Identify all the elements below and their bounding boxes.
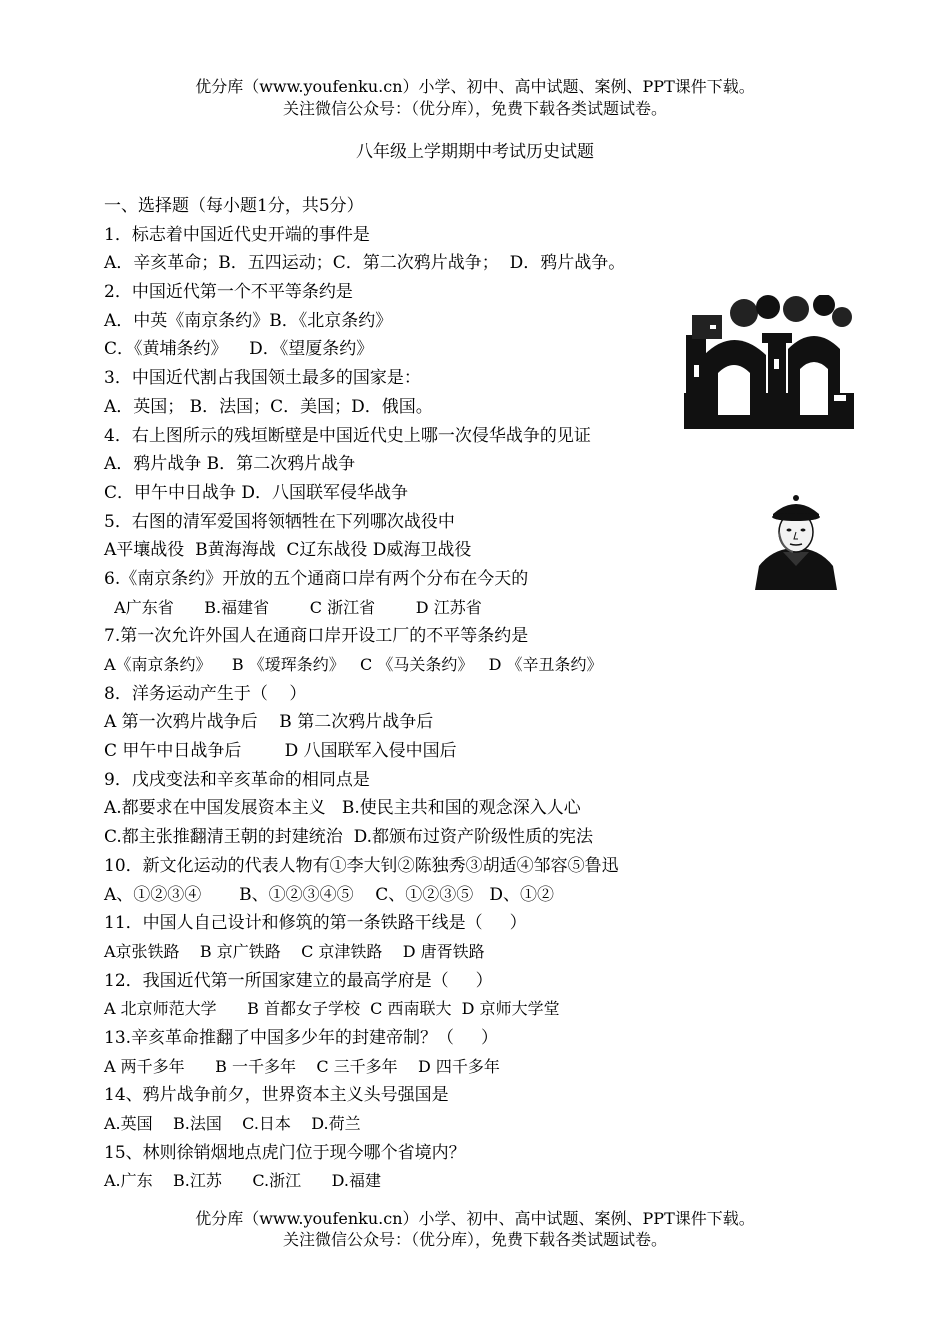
page-title: 八年级上学期期中考试历史试题 bbox=[356, 142, 594, 162]
general-portrait bbox=[753, 492, 839, 590]
question-4: 4．右上图所示的残垣断壁是中国近代史上哪一次侵华战争的见证 bbox=[104, 425, 591, 446]
question-6-options: A广东省 B.福建省 C 浙江省 D 江苏省 bbox=[104, 597, 482, 617]
question-10: 10．新文化运动的代表人物有①李大钊②陈独秀③胡适④邹容⑤鲁迅 bbox=[104, 855, 619, 876]
question-2-options-cd: C．《黄埔条约》 D．《望厦条约》 bbox=[104, 339, 374, 360]
ruins-photo bbox=[684, 295, 854, 429]
question-8: 8．洋务运动产生于（ ） bbox=[104, 683, 307, 704]
question-2-options-ab: A．中英《南京条约》B．《北京条约》 bbox=[104, 310, 393, 331]
question-5: 5．右图的清军爱国将领牺牲在下列哪次战役中 bbox=[104, 511, 455, 532]
question-8-options-cd: C 甲午中日战争后 D 八国联军入侵中国后 bbox=[104, 741, 457, 762]
question-9-options-cd: C.都主张推翻清王朝的封建统治 D.都颁布过资产阶级性质的宪法 bbox=[104, 827, 594, 848]
header-line-1: 优分库（www.youfenku.cn）小学、初中、高中试题、案例、PPT课件下载。 bbox=[195, 77, 755, 96]
question-15-options: A.广东 B.江苏 C.浙江 D.福建 bbox=[104, 1171, 381, 1191]
footer-line-1: 优分库（www.youfenku.cn）小学、初中、高中试题、案例、PPT课件下载。 bbox=[195, 1209, 755, 1228]
section-heading: 一、选择题（每小题1分，共5分） bbox=[104, 196, 364, 216]
question-list bbox=[104, 192, 704, 1196]
question-7-options: A《南京条约》 B 《瑷珲条约》 C 《马关条约》 D 《辛丑条约》 bbox=[104, 655, 603, 674]
question-1: 1．标志着中国近代史开端的事件是 bbox=[104, 224, 370, 245]
question-12: 12．我国近代第一所国家建立的最高学府是（ ） bbox=[104, 970, 493, 991]
question-2: 2．中国近代第一个不平等条约是 bbox=[104, 282, 353, 303]
question-11: 11．中国人自己设计和修筑的第一条铁路干线是（ ） bbox=[104, 913, 527, 934]
question-6: 6.《南京条约》开放的五个通商口岸有两个分布在今天的 bbox=[104, 568, 529, 589]
question-9-options-ab: A.都要求在中国发展资本主义 B.使民主共和国的观念深入人心 bbox=[104, 798, 581, 819]
question-14: 14、鸦片战争前夕，世界资本主义头号强国是 bbox=[104, 1085, 449, 1106]
question-7: 7.第一次允许外国人在通商口岸开设工厂的不平等条约是 bbox=[104, 626, 529, 647]
question-8-options-ab: A 第一次鸦片战争后 B 第二次鸦片战争后 bbox=[104, 712, 434, 733]
question-12-options: A 北京师范大学 B 首都女子学校 C 西南联大 D 京师大学堂 bbox=[104, 999, 560, 1019]
question-14-options: A.英国 B.法国 C.日本 D.荷兰 bbox=[104, 1114, 361, 1133]
question-1-options: A．辛亥革命；B．五四运动；C．第二次鸦片战争； D．鸦片战争。 bbox=[104, 253, 626, 274]
question-10-options: A、①②③④ B、①②③④⑤ C、①②③⑤ D、①② bbox=[104, 884, 555, 905]
question-5-options: A平壤战役 B黄海海战 C辽东战役 D威海卫战役 bbox=[104, 540, 472, 561]
question-4-options-ab: A．鸦片战争 B．第二次鸦片战争 bbox=[104, 454, 356, 475]
question-11-options: A京张铁路 B 京广铁路 C 京津铁路 D 唐胥铁路 bbox=[104, 941, 485, 961]
question-4-options-cd: C．甲午中日战争 D．八国联军侵华战争 bbox=[104, 482, 409, 503]
question-15: 15、林则徐销烟地点虎门位于现今哪个省境内？ bbox=[104, 1142, 466, 1163]
question-13-options: A 两千多年 B 一千多年 C 三千多年 D 四千多年 bbox=[104, 1056, 500, 1076]
header-line-2: 关注微信公众号：（优分库），免费下载各类试题试卷。 bbox=[282, 99, 667, 118]
footer-line-2: 关注微信公众号：（优分库），免费下载各类试题试卷。 bbox=[282, 1230, 667, 1249]
question-9: 9．戊戌变法和辛亥革命的相同点是 bbox=[104, 769, 370, 790]
question-3-options: A．英国； B．法国；C．美国；D．俄国。 bbox=[104, 396, 433, 417]
question-13: 13.辛亥革命推翻了中国多少年的封建帝制？（ ） bbox=[104, 1027, 499, 1048]
question-3: 3．中国近代割占我国领土最多的国家是： bbox=[104, 368, 421, 389]
